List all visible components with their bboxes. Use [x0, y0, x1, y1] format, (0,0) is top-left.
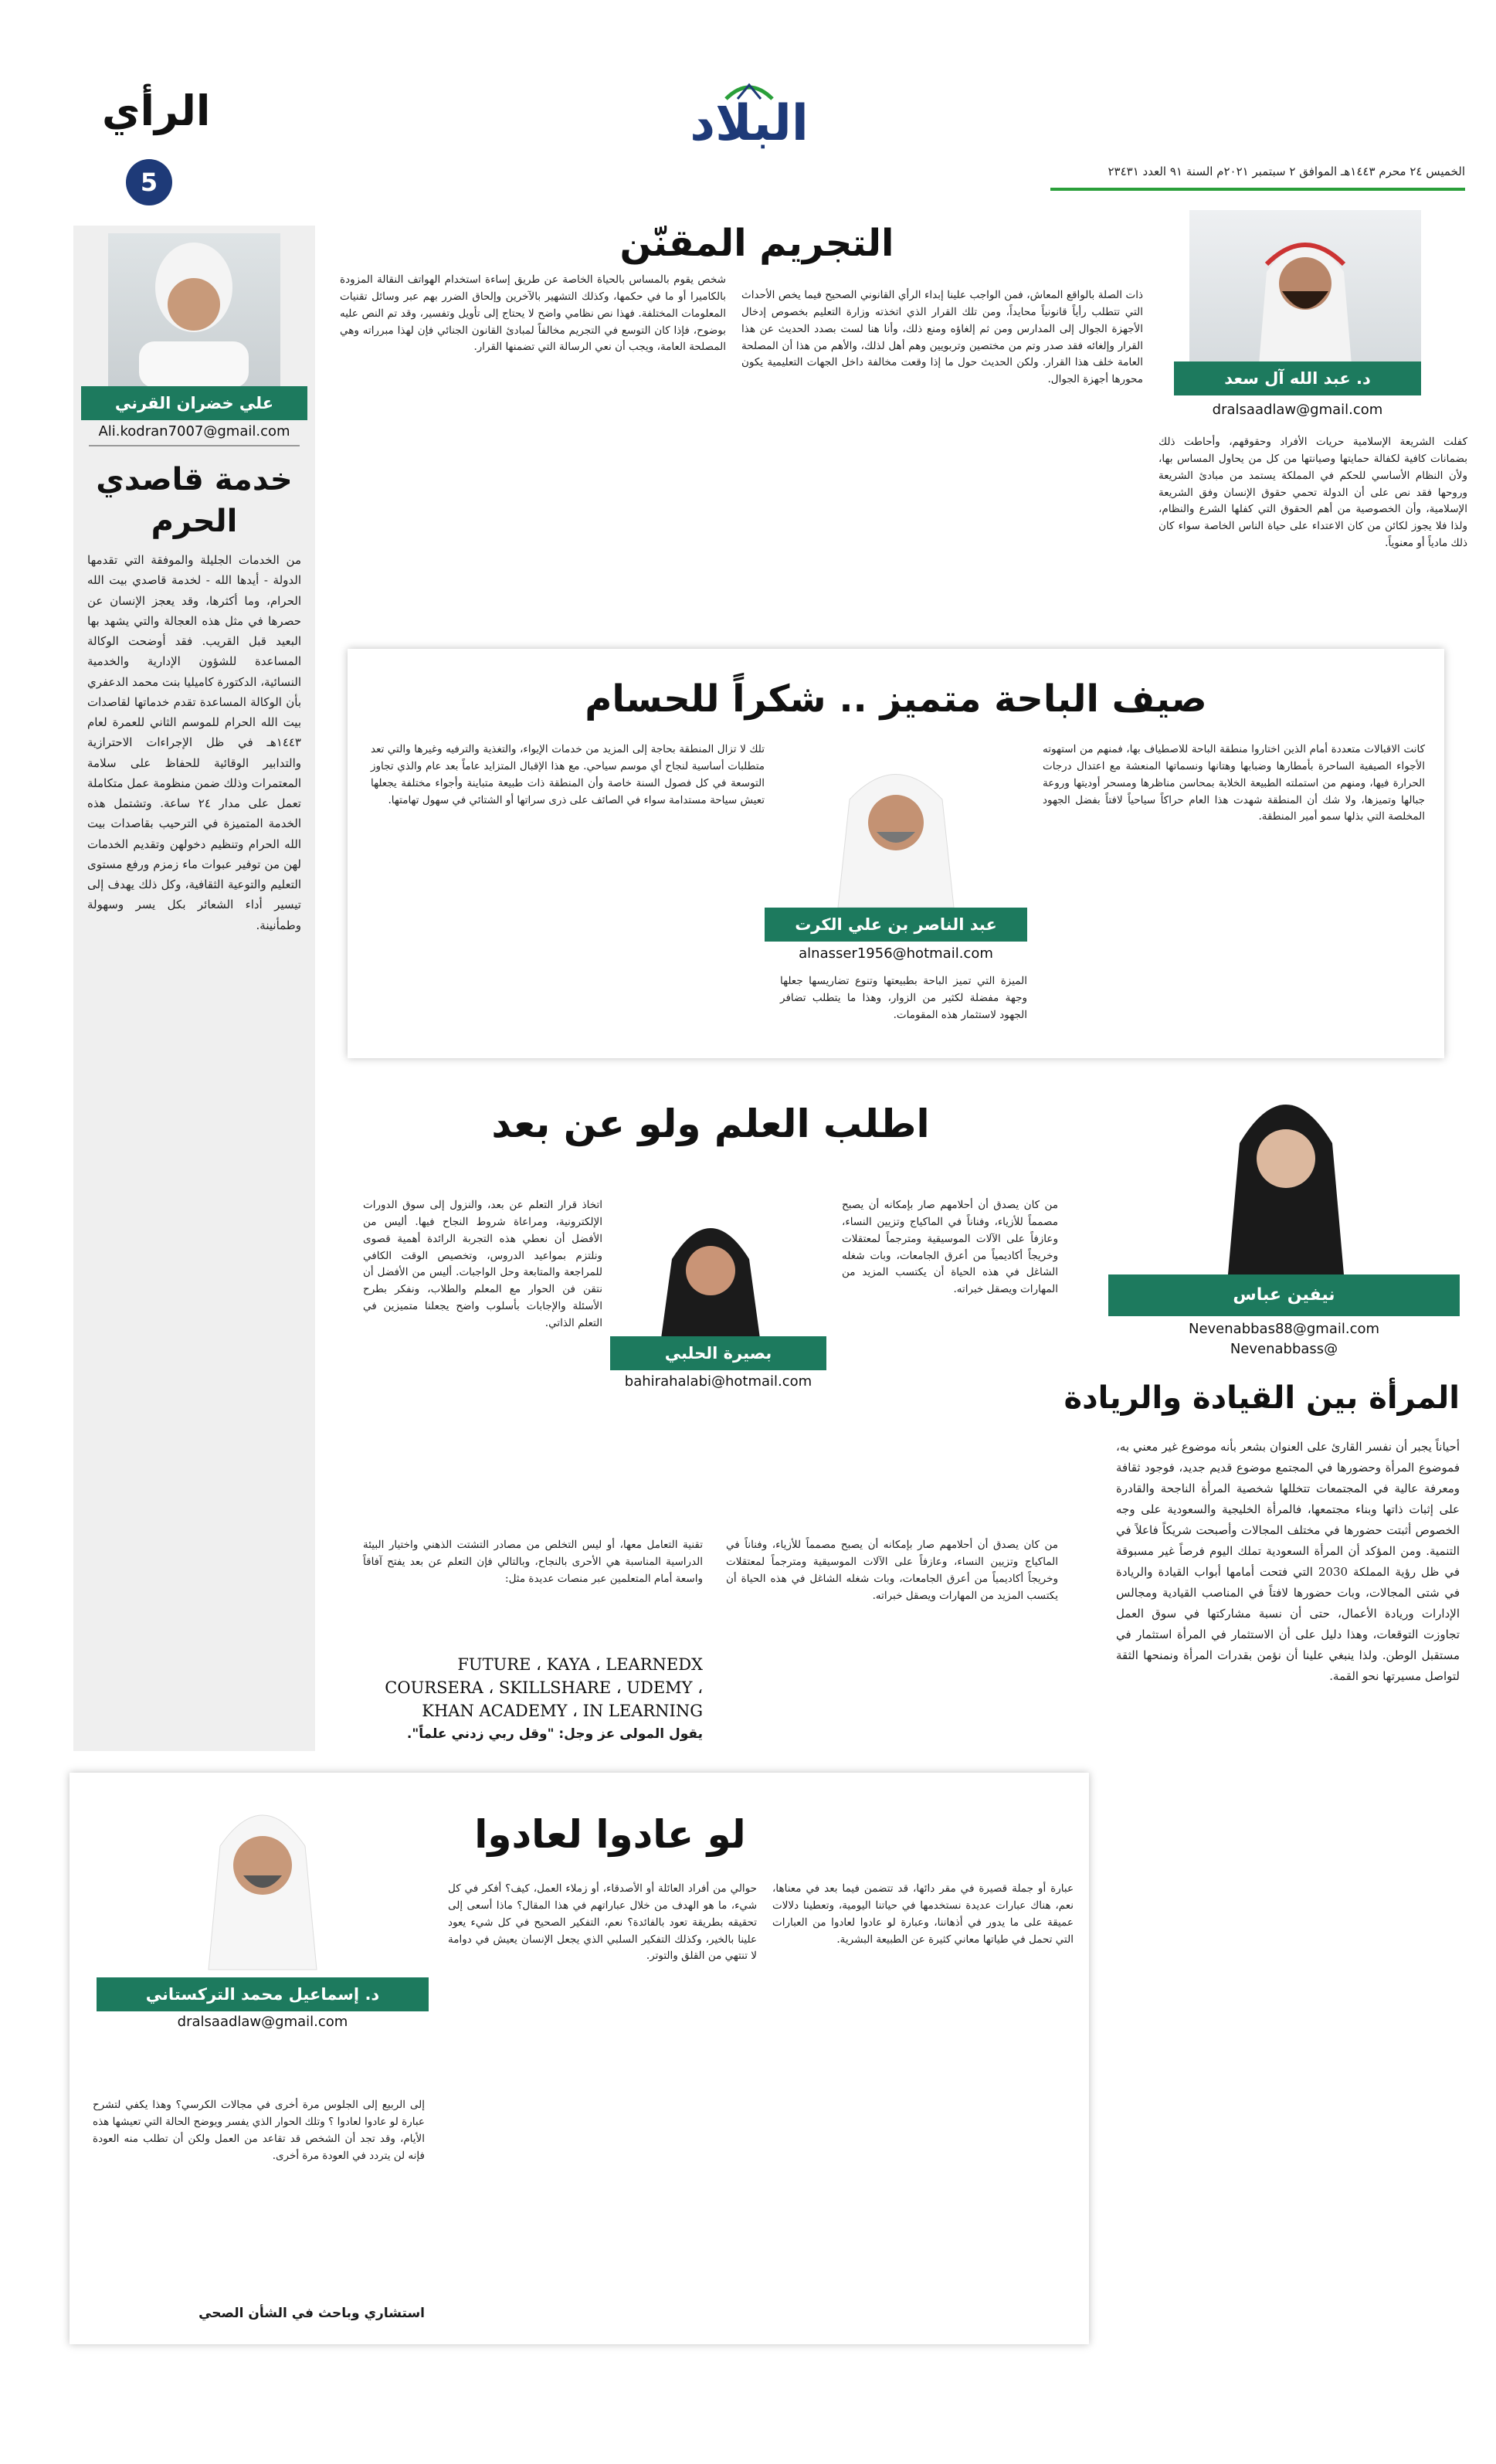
person-silhouette-icon	[633, 1197, 788, 1344]
author-name-alhalabi: بصيرة الحلبي	[610, 1336, 826, 1370]
person-silhouette-icon	[178, 1784, 348, 1970]
author-twitter-abbas: @Nevenabbass	[1230, 1341, 1338, 1357]
seif-col-3: الميزة التي تميز الباحة بطبيعتها وتنوع تضاريسها جعلها وجهة مفضلة لكثير من الزوار، وهذا ما يتطلب تضافر الجهود لاستثمار هذه المقومات.	[776, 975, 1027, 1021]
tajreem-col-3: كفلت الشريعة الإسلامية حريات الأفراد وحقوقهم، وأحاطت ذلك بضمانات كافية لكفالة حمايتها وصيانتها من كل من يحاول المساس بها، ولأن النظام الأساسي للحكم في المملكة يستمد من مبادئ الشريعة وروحها فقد نص على أن الدولة تحمي حقوق الإنسان وفق الشريعة الإسلامية، وأن الخصوصية من أهم الحقوق التي كفلها الشرع والنظام، ولذا فلا يجوز لكائن من كان الاعتداء على حياة الناس الخاصة سواء كان ذلك مادياً أو معنوياً.	[1155, 436, 1467, 550]
khidma-body: من الخدمات الجليلة والموفقة التي تقدمها الدولة - أيدها الله - لخدمة قاصدي بيت الله الحرام، وما أكثرها، وقد يعجز الإنسان عن حصرها في مثل هذه العجالة والتي يشهد بها البعيد قبل القريب. فقد أوضحت الوكالة المساعدة للشؤون الإدارية والخدمية النسائية، الدكتورة كاميليا بنت محمد الدعفري بأن الوكالة المساعدة تقدم خدماتها لقاصدات بيت الله الحرام للموسم الثاني للعمرة لعام ١٤٤٣هـ في ظل الإجراءات الاحترازية والتدابير الوقائية للحفاظ على سلامة المعتمرات وذلك ضمن منظومة عمل متكاملة تعمل على مدار ٢٤ ساعة. وتشتمل هذه الخدمة المتميزة في الترحيب بقاصدات بيت الله الحرام وتنظيم دخولهن وتقديم الخدمات لهن من توفير عبوات ماء زمزم ورفع مستوى التعليم والتوعية الثقافية، وكل ذلك يهدف إلى تيسير أداء الشعائر بكل يسر وسهولة وطمأنينة.	[83, 553, 301, 932]
logo-text: البلاد	[690, 95, 809, 152]
author-photo-alturkestani	[178, 1784, 348, 1970]
ilm-quote: يقول المولى عز وجل: "وقل ربي زدني علماً".	[406, 1726, 703, 1742]
author-email-abbas: Nevenabbas88@gmail.com	[1188, 1321, 1380, 1337]
person-silhouette-icon	[1189, 210, 1421, 365]
aadu-col-1: إلى الربيع إلى الجلوس مرة أخرى في مجالات الكرسي؟ وهذا يكفي لتشرح عبارة لو عادوا لعادوا ؟ وتلك الحوار الذي يفسر ويوضح الحالة التي تعيشها هذه الأيام، وقد تجد أن الشخص قد تقاعد من العمل ولكن أن تطلب منه العودة فإنه لن يتردد في العودة مرة أخرى.	[89, 2099, 425, 2162]
ilm-col-1: اتخاذ قرار التعلم عن بعد، والنزول إلى سوق الدورات الإلكترونية، ومراعاة شروط النجاح فيها. أليس من الأفضل أن نعطي هذه التجربة الرائدة أهمية قصوى ونلتزم بمواعيد الدروس، وتخصيص الوقت الكافي للمراجعة والمتابعة وحل الواجبات. أليس من الأفضل أن نتقن فن الحوار مع المعلم والطلاب، ونفكر بطرح الأسئلة والإجابات بأسلوب واضح يجعلنا متميزين في التعلم الذاتي.	[359, 1199, 602, 1330]
ilm-platforms: FUTURE ، KAYA ، LEARNEDX COURSERA ، SKILLSHARE ، UDEMY ، KHAN ACADEMY ، IN LEARNING	[385, 1655, 703, 1720]
author-photo-abbas	[1209, 1074, 1363, 1274]
author-email-alturkestani: dralsaadlaw@gmail.com	[177, 2014, 348, 2030]
ilm-col-3: تقنية التعامل معها، أو ليس التخلص من مصادر التشتت الذهني واختيار البيئة الدراسية المناسبة هي الأحرى بالنجاح، وبالتالي فإن التعلم عن بعد يفتح آفاقاً واسعة أمام المتعلمين عبر منصات عديدة مثل:	[359, 1539, 703, 1585]
seif-title: صيف الباحة متميز .. شكراً للحسام	[585, 677, 1207, 721]
dateline: الخميس ٢٤ محرم ١٤٤٣هـ الموافق ٢ سبتمبر ٢٠٢١م السنة ٩١ العدد ٢٣٤٣١	[1108, 165, 1465, 178]
tajreem-col-1: ذات الصلة بالواقع المعاش، فمن الواجب علينا إبداء الرأي القانوني الصحيح فيما يخص الأحداث التي تتطلب رأياً قانونياً محايداً، ومن تلك القرار الذي اتخذته وزارة التعليم بخصوص إدخال الأجهزة الجوال إلى المدارس ومن ثم إلغاؤه ومنع ذلك، وأنا هنا لست بصدد الحديث عن هذا القرار وإلغائه فقد صدر وتم من مختصين وتربويين وهم أهل لذلك، والأهم من هذا أن المصلحة العامة خلف هذا القرار. ولكن الحديث حول ما إذا وقعت مخالفة داخل الجهات التعليمية يكون محورها أجهزة الجوال.	[738, 289, 1143, 386]
author-name-alsaad: د. عبد الله آل سعد	[1174, 361, 1421, 395]
person-silhouette-icon	[1209, 1074, 1363, 1274]
author-name-alturkestani: د. إسماعيل محمد التركستاني	[97, 1977, 429, 2011]
masthead	[0, 0, 1496, 209]
aadu-title: لو عادوا لعادوا	[474, 1812, 746, 1857]
author-name-alkart: عبد الناصر بن علي الكرت	[765, 908, 1027, 942]
column-divider	[89, 445, 300, 446]
author-photo-alhalabi	[633, 1197, 788, 1344]
section-title: الرأي	[102, 87, 211, 135]
ilm-col-2: من كان يصدق أن أحلامهم صار بإمكانه أن يصبح مصمماً للأزياء، وفناناً في الماكياج وتزيين النساء، وعازفاً على الآلات الموسيقية ومترجماً لمعتقلات وخريجاً أكاديمياً من أعرق الجامعات، وبات شغله الشاغل في هذه الحياة أن يكتسب المزيد من المهارات ويصقل خبراته.	[838, 1199, 1058, 1296]
ilm-col-4: من كان يصدق أن أحلامهم صار بإمكانه أن يصبح مصمماً للأزياء، وفناناً في الماكياج وتزيين النساء، وعازفاً على الآلات الموسيقية ومترجماً لمعتقلات وخريجاً أكاديمياً من أعرق الجامعات، وبات شغله الشاغل في هذه الحياة أن يكتسب المزيد من المهارات ويصقل خبراته.	[722, 1539, 1058, 1602]
mara-body: أحياناً يجبر أن نفسر القارئ على العنوان بشعر بأنه موضوع غير معني به، فموضوع المرأة وحضورها في المجتمع موضوع قديم جديد، فوجود ثقافة ومعرفة عالية في المجتمعات تتخللها شخصية المرأة الناجحة والقادرة على إثبات ذاتها وبناء مجتمعها، فالمرأة الخليجية والسعودية على وجه الخصوص أثبتت حضورها في مختلف المجالات وأصبحت شريكاً فاعلاً في التنمية. ومن المؤكد أن المرأة السعودية تملك اليوم فرصاً غير مسبوقة في ظل رؤية المملكة 2030 التي فتحت أمامها أبواب القيادة والريادة في شتى المجالات، وبات حضورها لافتاً في المناصب القيادية ومجالس الإدارات وريادة الأعمال، حتى أن نسبة مشاركتها في سوق العمل تجاوزت التوقعات، وهذا دليل على أن الاستثمار في المرأة استثمار في مستقبل الوطن. ولذا ينبغي علينا أن نؤمن بقدرات المرأة ونمنحها الثقة لتواصل مسيرتها نحو القمة.	[1112, 1440, 1460, 1683]
seif-col-2: كانت الاقبالات متعددة أمام الذين اختاروا منطقة الباحة للاصطياف بها، فمنهم من استهوته الأجواء الصيفية الساحرة بأمطارها وضبابها وهتانها ونسماتها المنعشة مع اعتدال درجات الحرارة فيها، ومنهم من استملته الطبيعة الخلابة بمحاسن مناظرها ومسحر أوديتها وروعة جبالها وتميزها، ولا شك أن المنطقة شهدت هذا العام حراكاً سياحياً لافتاً بفضل الجهود المخلصة التي بذلها سمو أمير المنطقة.	[1039, 743, 1425, 823]
logo	[672, 76, 826, 161]
khidma-title: خدمة قاصدي الحرم	[96, 462, 293, 539]
seif-col-1: تلك لا تزال المنطقة بحاجة إلى المزيد من خدمات الإيواء، والتغذية والترفيه وغيرها والتي تعد متطلبات أساسية لنجاح أي موسم سياحي. مع هذا الإقبال المتزايد عاماً بعد عام والذي تجاوز التوسعة في كل فصول السنة خاصة وأن المنطقة ذات طبيعة متباينة وأجواء مختلفة يجعلها تعيش سياحة مستدامة سواء في الصائف على ذرى سراتها أو الشتائي في سهول تهامتها.	[367, 743, 765, 806]
aadu-article	[70, 1773, 1089, 2344]
person-silhouette-icon	[108, 233, 280, 388]
author-photo-qarni	[108, 233, 280, 388]
mara-column	[1063, 1074, 1467, 2464]
author-photo-alkart	[788, 745, 1004, 908]
author-name-qarni: علي خضران القرني	[81, 386, 307, 420]
author-email-alsaad: dralsaadlaw@gmail.com	[1212, 402, 1383, 418]
ilm-title: اطلب العلم ولو عن بعد	[491, 1101, 930, 1146]
page-number: 5	[140, 168, 158, 197]
mara-title: المرأة بين القيادة والريادة	[1063, 1380, 1460, 1416]
seif-article	[348, 649, 1444, 1058]
masthead-rule	[1050, 188, 1465, 191]
ilm-article	[340, 1081, 1074, 1761]
aadu-signature: استشاري وباحث في الشأن الصحي	[198, 2306, 425, 2321]
author-email-alhalabi: bahirahalabi@hotmail.com	[624, 1373, 812, 1390]
tajreem-article	[336, 210, 1467, 631]
tajreem-title: التجريم المقنّن	[619, 222, 894, 265]
author-photo-alsaad	[1189, 210, 1421, 365]
person-silhouette-icon	[788, 745, 1004, 908]
aadu-col-2: حوالي من أفراد العائلة أو الأصدقاء، أو زملاء العمل، كيف؟ أفكر في كل شيء، ما هو الهدف من خلال عباراتهم في هذا المقال؟ ماذا أسعى إلى تحقيقه بطريقة تعود بالفائدة؟ نعم، التفكير الصحيح في كل شيء يعود علينا بالخير، وكذلك التفكير السلبي الذي يجعل الإنسان يعيش في دوامة لا تنتهي من القلق والتوتر.	[444, 1882, 757, 1963]
aadu-col-3: عبارة أو جملة قصيرة في مقر دائها، قد تتضمن فيما بعد في معناها، نعم، هناك عبارات عديدة نستخدمها في حياتنا اليومية، وتعطينا دلالات عميقة على ما يدور في أذهاننا، وعبارة لو عادوا لعادوا من العبارات التي تحمل في طياتها معاني كثيرة عن الطبيعة البشرية.	[768, 1882, 1074, 1946]
author-name-abbas: نيفين عباس	[1108, 1274, 1460, 1316]
page-number-badge	[126, 159, 172, 205]
author-email-alkart: alnasser1956@hotmail.com	[799, 945, 993, 962]
author-email-qarni: Ali.kodran7007@gmail.com	[98, 423, 290, 440]
tajreem-col-2: شخص يقوم بالمساس بالحياة الخاصة عن طريق إساءة استخدام الهواتف النقالة المزودة بالكاميرا أو ما في حكمها، وكذلك التشهير بالآخرين وإلحاق الضرر بهم عبر وسائل تقنيات المعلومات المختلفة. فهذا نص نظامي واضح لا يحتاج إلى تأويل وتفسير، وقد تم النص عليه بوضوح، فإذا كان التوسع في التجريم مخالفاً لمبادئ القانون الجنائي فإن لهذا مبرراته وهي المصلحة العامة، ويجب أن نعي الرسالة التي تضمنها القرار.	[336, 273, 726, 354]
khidma-column	[73, 226, 315, 1751]
